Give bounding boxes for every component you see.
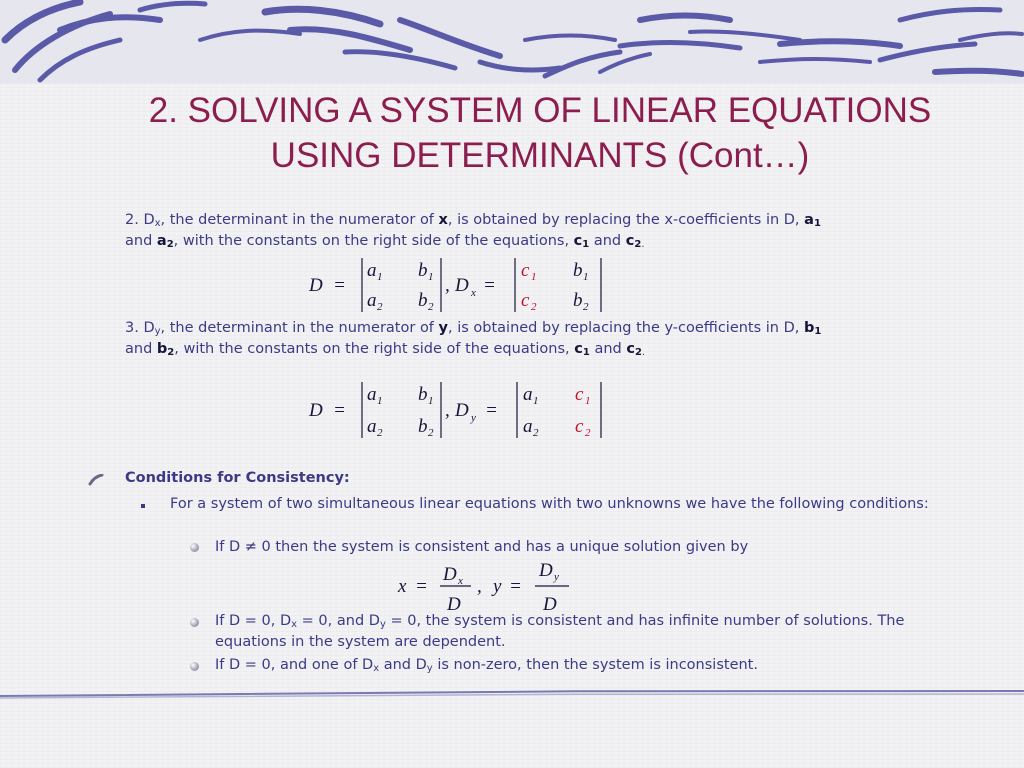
math-symbol: 2 — [377, 301, 383, 313]
math-symbol: D — [539, 560, 553, 581]
para3-bold — [804, 320, 821, 336]
para2-bold-sub: 1 — [813, 218, 821, 229]
title-line-2: USING DETERMINANTS (Cont…) — [270, 136, 810, 175]
title-line-1: 2. SOLVING A SYSTEM OF LINEAR EQUATIONS — [148, 91, 932, 130]
math-symbol: b — [418, 416, 428, 437]
cond2-sub: x — [291, 619, 298, 630]
para2-sub: x — [154, 218, 161, 229]
bottom-divider — [0, 688, 1024, 700]
cond2-text: = 0, the system is consistent and has infinite number of solutions. The equations in the system are dependent. — [215, 613, 905, 650]
math-symbol: 2 — [585, 427, 591, 439]
math-symbol: D — [309, 275, 323, 296]
para3-bold: y — [438, 320, 448, 336]
math-symbol: 1 — [428, 271, 434, 283]
para2-bold — [804, 212, 821, 228]
para3-text: , the determinant in the numerator of — [160, 320, 439, 336]
math-symbol: x — [398, 576, 407, 597]
round-bullet-icon — [190, 618, 199, 627]
math-symbol: D — [443, 564, 457, 585]
para3-bold-sub: 1 — [582, 347, 590, 358]
para3-text: , with the constants on the right side of the equations, — [174, 341, 575, 357]
para3-text: . — [641, 347, 646, 358]
swoosh-bullet-icon — [88, 474, 104, 486]
math-symbol: 2 — [428, 301, 434, 313]
para2-text: , with the constants on the right side of the equations, — [173, 233, 574, 249]
para2-bold-letter: a — [804, 212, 814, 228]
para3-bold-letter: c — [574, 341, 583, 357]
conditions-heading: Conditions for Consistency: — [125, 470, 350, 486]
para2-text: . — [641, 239, 645, 250]
math-symbol: a — [367, 384, 377, 405]
para2-bold-sub: 2 — [166, 239, 174, 250]
math-symbol: 1 — [377, 271, 383, 283]
condition-unique-solution: If D ≠ 0 then the system is consistent and has a unique solution given by — [215, 539, 749, 555]
paragraph-dy — [125, 318, 945, 360]
math-symbol: 2 — [428, 427, 434, 439]
math-symbol: a — [367, 260, 377, 281]
para3-bold-letter: b — [156, 341, 168, 357]
math-symbol: y — [471, 412, 476, 424]
math-symbol: b — [573, 290, 583, 311]
math-symbol: x — [458, 575, 463, 587]
math-symbol: c — [575, 416, 584, 437]
para2-bold: x — [438, 212, 448, 228]
math-symbol: y — [493, 576, 502, 597]
para2-text: , is obtained by replacing the x-coefficients in D, — [447, 212, 805, 228]
math-symbol: = — [509, 576, 522, 597]
math-symbol: b — [573, 260, 583, 281]
para2-text: 2. D — [125, 212, 155, 228]
para2-bold — [625, 233, 645, 250]
para2-text: , the determinant in the numerator of — [160, 212, 439, 228]
math-symbol: = — [483, 275, 496, 296]
para3-bold-sub: 1 — [814, 326, 822, 337]
para2-bold-letter: c — [625, 233, 635, 249]
math-symbol: c — [575, 384, 584, 405]
math-symbol: 2 — [583, 301, 589, 313]
math-symbol: 1 — [585, 395, 591, 407]
determinant-equation-dy — [305, 378, 625, 442]
math-symbol: c — [521, 260, 530, 281]
square-bullet-icon — [141, 504, 145, 508]
condition-dependent — [215, 611, 915, 653]
cramer-solution-equation — [395, 558, 585, 614]
para2-bold — [157, 233, 174, 249]
math-symbol: D — [543, 594, 557, 614]
math-symbol: D — [309, 400, 323, 421]
determinant-equation-dx — [305, 254, 625, 316]
math-symbol: a — [367, 416, 377, 437]
cond2-sub: y — [379, 619, 386, 630]
math-symbol: , — [445, 400, 450, 421]
math-symbol: 1 — [531, 271, 537, 283]
cond3-text: and D — [379, 657, 427, 673]
para2-bold-sub: 1 — [582, 239, 590, 250]
math-symbol: 1 — [533, 395, 539, 407]
math-symbol: = — [415, 576, 428, 597]
math-symbol: 1 — [583, 271, 589, 283]
para3-bold-sub: 2 — [634, 347, 642, 358]
cond3-sub: y — [426, 663, 433, 674]
condition-inconsistent — [215, 655, 915, 676]
slide-title — [100, 88, 980, 178]
math-symbol: D — [447, 594, 461, 614]
cond3-sub: x — [373, 663, 380, 674]
para3-text: , is obtained by replacing the y-coefficients in D, — [447, 320, 804, 336]
math-symbol: a — [367, 290, 377, 311]
para3-text: 3. D — [125, 320, 155, 336]
math-symbol: D — [455, 275, 469, 296]
math-symbol: b — [418, 290, 428, 311]
conditions-intro: For a system of two simultaneous linear equations with two unknowns we have the following conditions: — [170, 496, 929, 512]
math-symbol: , — [477, 576, 482, 597]
para2-bold-letter: a — [156, 233, 167, 249]
paragraph-dx — [125, 210, 945, 252]
round-bullet-icon — [190, 662, 199, 671]
math-symbol: = — [485, 400, 498, 421]
para3-bold — [574, 341, 590, 357]
para2-bold — [574, 233, 590, 249]
para3-bold — [157, 341, 174, 357]
decorative-banner — [0, 0, 1024, 84]
cond2-text: If D = 0, D — [215, 613, 292, 629]
math-symbol: c — [521, 290, 530, 311]
para2-bold-letter: c — [573, 233, 583, 249]
math-symbol: 2 — [531, 301, 537, 313]
math-symbol: a — [523, 416, 533, 437]
para2-bold-sub: 2 — [634, 239, 642, 250]
para3-bold — [626, 341, 642, 357]
math-symbol: 2 — [533, 427, 539, 439]
math-symbol: y — [554, 571, 559, 583]
math-symbol: b — [418, 260, 428, 281]
math-symbol: 2 — [377, 427, 383, 439]
math-symbol: 1 — [428, 395, 434, 407]
math-symbol: D — [455, 400, 469, 421]
para3-bold-letter: c — [626, 341, 635, 357]
cond3-text: If D = 0, and one of D — [215, 657, 374, 673]
math-symbol: , — [445, 275, 450, 296]
round-bullet-icon — [190, 543, 199, 552]
para2-text: and — [125, 233, 157, 249]
para2-text: and — [589, 233, 626, 249]
para3-sub: y — [154, 326, 161, 337]
cond2-text: = 0, and D — [297, 613, 380, 629]
cond3-text: is non-zero, then the system is inconsistent. — [432, 657, 758, 673]
para3-bold-letter: b — [804, 320, 815, 336]
math-symbol: 1 — [377, 395, 383, 407]
para3-text: and — [125, 341, 157, 357]
math-symbol: x — [471, 287, 476, 299]
math-symbol: b — [418, 384, 428, 405]
math-symbol: a — [523, 384, 533, 405]
math-symbol: = — [333, 275, 346, 296]
para3-bold-sub: 2 — [167, 347, 175, 358]
para3-text: and — [589, 341, 627, 357]
math-symbol: = — [333, 400, 346, 421]
